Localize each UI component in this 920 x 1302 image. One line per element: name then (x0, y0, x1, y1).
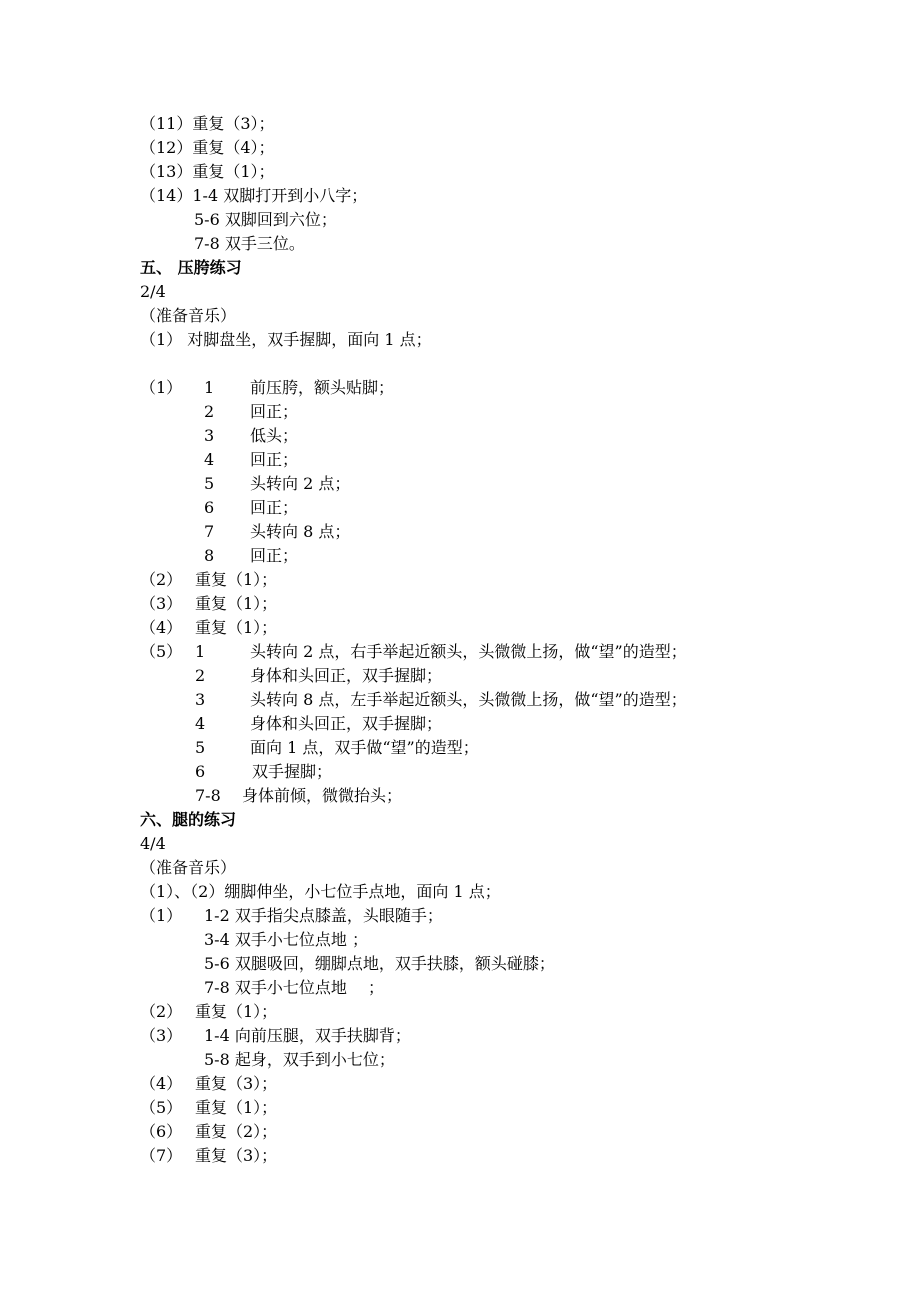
prep-music: （准备音乐） (140, 858, 237, 877)
action: 回正； (250, 498, 299, 517)
action: 头转向 2 点； (250, 474, 351, 493)
count: 4 (204, 450, 215, 469)
group-label: （7） (140, 1146, 183, 1165)
step-line: 3-4 双手小七位点地 ； (204, 930, 368, 949)
count: 7 (204, 522, 215, 541)
count: 1 (204, 378, 215, 397)
action: 低头； (250, 426, 299, 445)
group-label: （2） (140, 570, 183, 589)
step-line: （12）重复（4）； (140, 138, 275, 157)
count: 1 (195, 642, 206, 661)
action: 重复（2）； (195, 1122, 278, 1141)
step-line: 7-8 双手小七位点地 ； (204, 978, 384, 997)
count: 4 (195, 714, 206, 733)
count: 3 (204, 426, 215, 445)
action: 重复（1）； (195, 1002, 278, 1021)
meter: 4/4 (140, 834, 166, 853)
action: 重复（1）； (195, 594, 278, 613)
count: 2 (195, 666, 206, 685)
group-label: （1） (140, 378, 183, 397)
action: 回正； (250, 546, 299, 565)
step-line: （13）重复（1）； (140, 162, 275, 181)
count: 3 (195, 690, 206, 709)
step-line: 5-6 双脚回到六位； (194, 210, 337, 229)
count: 7-8 (195, 786, 221, 805)
action: 重复（3）； (195, 1146, 278, 1165)
prep-music: （准备音乐） (140, 306, 237, 325)
step-line: 1-4 向前压腿，双手扶脚背； (204, 1026, 411, 1045)
action: 前压胯，额头贴脚； (250, 378, 395, 397)
action: 重复（1）； (195, 1098, 278, 1117)
step-line: （11）重复（3）； (140, 114, 275, 133)
section-heading: 六、腿的练习 (140, 810, 237, 829)
group-label: （4） (140, 1074, 183, 1093)
group-label: （3） (140, 594, 183, 613)
group-label: （1） (140, 906, 183, 925)
action: 双手握脚； (252, 762, 333, 781)
action: 回正； (250, 450, 299, 469)
step-line: 5-8 起身，双手到小七位； (204, 1050, 395, 1069)
group-label: （3） (140, 1026, 183, 1045)
meter: 2/4 (140, 282, 166, 301)
repeat-row (0, 1144, 900, 1240)
step-line: 7-8 双手三位。 (194, 234, 305, 253)
group-label: （6） (140, 1122, 183, 1141)
group-label: （5） (140, 642, 183, 661)
count: 6 (204, 498, 215, 517)
action: 头转向 2 点，右手举起近额头，头微微上扬，做“望”的造型； (250, 642, 687, 661)
start-pose: （1） 对脚盘坐，双手握脚，面向 1 点； (140, 330, 432, 349)
action: 头转向 8 点； (250, 522, 351, 541)
group-label: （4） (140, 618, 183, 637)
start-pose: （1）、（2）绷脚伸坐，小七位手点地，面向 1 点； (140, 882, 501, 901)
action: 重复（1）； (195, 570, 278, 589)
action: 身体前倾，微微抬头； (242, 786, 403, 805)
action: 头转向 8 点，左手举起近额头，头微微上扬，做“望”的造型； (250, 690, 687, 709)
count: 6 (195, 762, 206, 781)
action: 重复（3）； (195, 1074, 278, 1093)
section-heading: 五、 压胯练习 (140, 258, 242, 277)
count: 8 (204, 546, 215, 565)
action: 回正； (250, 402, 299, 421)
step-line: 1-2 双手指尖点膝盖，头眼随手； (204, 906, 443, 925)
count: 5 (204, 474, 215, 493)
step-row (0, 784, 910, 880)
count: 2 (204, 402, 215, 421)
group-label: （2） (140, 1002, 183, 1021)
action: 身体和头回正，双手握脚； (250, 666, 443, 685)
group-label: （5） (140, 1098, 183, 1117)
action: 重复（1）； (195, 618, 278, 637)
step-line: （14）1-4 双脚打开到小八字； (140, 186, 368, 205)
action: 面向 1 点，双手做“望”的造型； (250, 738, 479, 757)
step-line: 5-6 双腿吸回，绷脚点地，双手扶膝，额头碰膝； (204, 954, 555, 973)
action: 身体和头回正，双手握脚； (250, 714, 443, 733)
count: 5 (195, 738, 206, 757)
